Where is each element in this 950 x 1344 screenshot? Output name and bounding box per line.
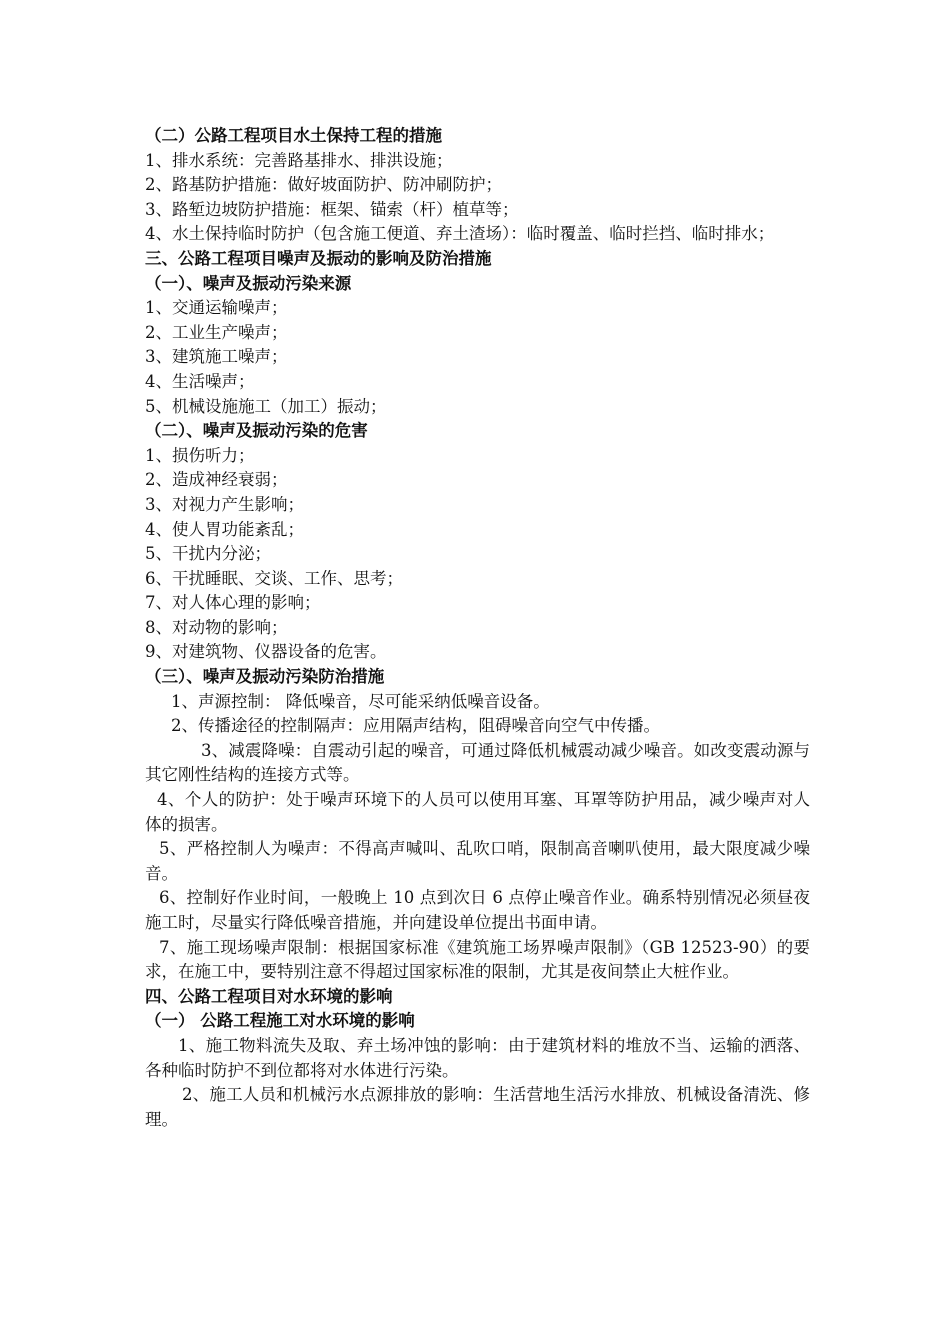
list-item: 7、施工现场噪声限制：根据国家标准《建筑施工场界噪声限制》（GB 12523-90）的要求，在施工中，要特别注意不得超过国家标准的限制，尤其是夜间禁止大桩作业。 bbox=[145, 937, 810, 982]
list-item: 3、减震降噪：自震动引起的噪音，可通过降低机械震动减少噪音。如改变震动源与其它刚性结构的连接方式等。 bbox=[145, 740, 810, 785]
section-heading: （二）、噪声及振动污染的危害 bbox=[145, 421, 368, 441]
list-item: 5、干扰内分泌； bbox=[145, 544, 271, 564]
chapter-heading: 四、公路工程项目对水环境的影响 bbox=[145, 986, 393, 1006]
list-item: 3、建筑施工噪声； bbox=[145, 347, 288, 367]
section-heading: （二）公路工程项目水土保持工程的措施 bbox=[145, 126, 442, 145]
list-item: 2、路基防护措施：做好坡面防护、防冲刷防护； bbox=[145, 175, 502, 195]
list-item: 1、声源控制： 降低噪音，尽可能采纳低噪音设备。 bbox=[171, 691, 550, 711]
list-item: 7、对人体心理的影响； bbox=[145, 593, 321, 613]
list-item: 1、交通运输噪声； bbox=[145, 298, 288, 318]
list-item: 2、传播途径的控制隔声：应用隔声结构，阻碍噪音向空气中传播。 bbox=[171, 716, 660, 736]
section-heading: （一）、噪声及振动污染来源 bbox=[145, 273, 352, 293]
list-item: 1、施工物料流失及取、弃土场冲蚀的影响：由于建筑材料的堆放不当、运输的洒落、各种临时防护不到位都将对水体进行污染。 bbox=[145, 1035, 810, 1080]
list-item: 3、对视力产生影响； bbox=[145, 494, 304, 514]
list-item: 5、严格控制人为噪声：不得高声喊叫、乱吹口哨，限制高音喇叭使用，最大限度减少噪音。 bbox=[145, 839, 810, 883]
document-page bbox=[145, 124, 810, 1132]
list-item: 6、干扰睡眠、交谈、工作、思考； bbox=[145, 568, 403, 588]
list-item: 4、使人胃功能紊乱； bbox=[145, 519, 304, 539]
section-heading: （三）、噪声及振动污染防治措施 bbox=[145, 667, 385, 687]
list-item: 6、控制好作业时间，一般晚上 10 点到次日 6 点停止噪音作业。确系特别情况必须昼夜施工时，尽量实行降低噪音措施，并向建设单位提出书面申请。 bbox=[145, 888, 810, 932]
section-heading: （一） 公路工程施工对水环境的影响 bbox=[145, 1011, 415, 1031]
list-item: 2、造成神经衰弱； bbox=[145, 470, 288, 490]
list-item: 3、路堑边坡防护措施：框架、锚索（杆）植草等； bbox=[145, 199, 519, 219]
list-item: 2、工业生产噪声； bbox=[145, 322, 288, 342]
chapter-heading: 三、公路工程项目噪声及振动的影响及防治措施 bbox=[145, 248, 492, 268]
list-item: 8、对动物的影响； bbox=[145, 617, 288, 637]
list-item: 4、生活噪声； bbox=[145, 371, 255, 391]
list-item: 1、排水系统：完善路基排水、排洪设施； bbox=[145, 150, 453, 170]
list-item: 4、个人的防护：处于噪声环境下的人员可以使用耳塞、耳罩等防护用品，减少噪声对人体的损害。 bbox=[145, 790, 810, 834]
list-item: 1、损伤听力； bbox=[145, 445, 255, 465]
list-item: 2、施工人员和机械污水点源排放的影响：生活营地生活污水排放、机械设备清洗、修理。 bbox=[145, 1085, 810, 1129]
list-item: 9、对建筑物、仪器设备的危害。 bbox=[145, 642, 387, 662]
list-item: 4、水土保持临时防护（包含施工便道、弃土渣场）：临时覆盖、临时拦挡、临时排水； bbox=[145, 224, 775, 244]
list-item: 5、机械设施施工（加工）振动； bbox=[145, 396, 387, 416]
